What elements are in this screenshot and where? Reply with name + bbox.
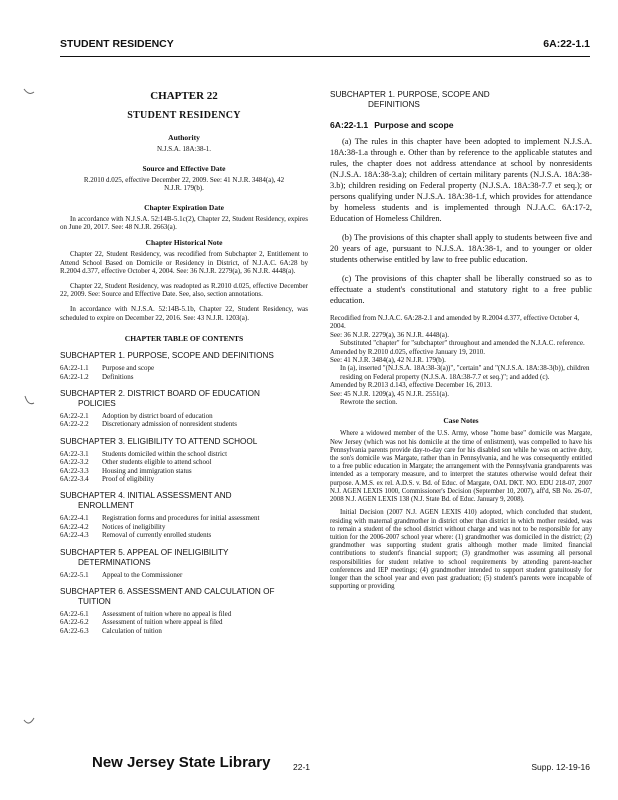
historical-note-paragraph: Chapter 22, Student Residency, was recodified from Subchapter 2, Entitlement to Attend School Based on Domicile or Residency in District, of N.J.A.C. 6A:28 by R.2004 d.377, effective October 4, 2004. See: 36 N.J.R. 2279(a), 36 N.J.R. 4448(a). [60, 249, 308, 276]
toc-subchapter-heading [60, 491, 308, 511]
toc-entry-title: Notices of ineligibility [102, 522, 166, 531]
source-label: Source and Effective Date [142, 163, 226, 173]
toc-subchapter-title: SUBCHAPTER 5. APPEAL OF INELIGIBILITY [60, 547, 229, 557]
rule-paragraph-b: (b) The provisions of this chapter shall apply to students between five and 20 years of age, pursuant to N.J.S.A. 18A:38-1, and to younger or older students otherwise entitled by law to free public education. [330, 233, 592, 264]
toc-entry-number: 6A:22-4.2 [60, 522, 89, 531]
toc-entry-title: Proof of eligibility [102, 474, 155, 483]
toc-entry-title: Students domiciled within the school district [102, 449, 228, 458]
toc-subchapter-heading [60, 548, 308, 568]
history-entry: Rewrote the section. [340, 398, 398, 407]
history-entry: Amended by R.2013 d.143, effective December 16, 2013. [330, 381, 492, 390]
toc-entry-number: 6A:22-4.3 [60, 531, 89, 540]
subchapter-heading-line1: SUBCHAPTER 1. PURPOSE, SCOPE AND [330, 90, 490, 99]
header-section-number: 6A:22-1.1 [543, 38, 590, 50]
expiration-text: In accordance with N.J.S.A. 52:14B-5.1c(2), Chapter 22, Student Residency, expires on June 20, 2017. See: 48 N.J.R. 2663(a). [60, 214, 308, 232]
header-title: STUDENT RESIDENCY [60, 38, 174, 50]
toc-entry-number: 6A:22-2.2 [60, 420, 89, 429]
toc-entry [60, 364, 308, 372]
section-number: 6A:22-1.1 [330, 120, 369, 130]
toc-entry-number: 6A:22-2.1 [60, 411, 89, 420]
section-heading [330, 120, 592, 130]
toc-subchapter-heading [60, 389, 308, 409]
toc-entry-number: 6A:22-6.1 [60, 610, 89, 618]
history-entry: Recodified from N.J.A.C. 6A:28-2.1 and amended by R.2004 d.377, effective October 4, 2004. [330, 314, 580, 331]
toc-entry-title: Removal of currently enrolled students [102, 531, 212, 540]
supplement-date: Supp. 12-19-16 [531, 762, 590, 772]
toc-entry [60, 412, 308, 420]
running-header [60, 38, 590, 57]
toc-entry-number: 6A:22-1.2 [60, 372, 89, 381]
margin-punch-mark-icon [22, 715, 36, 729]
toc-subchapter-heading [60, 351, 308, 361]
rule-paragraph-a: (a) The rules in this chapter have been adopted to implement N.J.S.A. 18A:38-1.a through e. Other than by reference to the applicable statutes and rules, the chapter does not address attendance at school by nonresidents (N.J.S.A. 18A:38-3.a); children of certain military parents (N.J.S.A. 18A:38-3.b); children residing on Federal property (N.J.S.A. 18A:38-7.7 et seq.); or persons qualifying under N.J.S.A. 18A:38-1.f, which provides for attendance by homeless students and is implemented through N.J.A.C. 6A:17-2, Education of Homeless Children. [330, 137, 592, 223]
toc-entry [60, 514, 308, 522]
toc-entry-number: 6A:22-1.1 [60, 364, 89, 373]
toc-entry [60, 450, 308, 458]
toc-entry-number: 6A:22-6.3 [60, 626, 89, 635]
toc-entry-title: Discretionary admission of nonresident students [102, 420, 237, 429]
toc-title: CHAPTER TABLE OF CONTENTS [124, 334, 244, 344]
toc-entry [60, 458, 308, 466]
toc-entry-number: 6A:22-3.3 [60, 466, 89, 475]
toc-entry [60, 475, 308, 483]
table-of-contents [60, 351, 308, 635]
history-entry: See: 45 N.J.R. 1209(a), 45 N.J.R. 2551(a). [330, 389, 449, 398]
historical-notes [60, 250, 308, 322]
historical-note-paragraph: Chapter 22, Student Residency, was readopted as R.2010 d.025, effective December 22, 2009. See: Source and Effective Date. See, also, section annotations. [60, 281, 308, 299]
history-entry: See: 41 N.J.R. 3484(a), 42 N.J.R. 179(b). [330, 356, 446, 365]
toc-subchapter-title: SUBCHAPTER 4. INITIAL ASSESSMENT AND [60, 491, 232, 501]
history-entry: In (a), inserted "(N.J.S.A. 18A:38-3(a))", "certain" and "(N.J.S.A. 18A:38-3(b)), children residing on Federal property (N.J.S.A. 18A:38-7.7 et seq.)"; and added (c). [340, 364, 590, 381]
toc-entry-title: Assessment of tuition where appeal is filed [102, 618, 223, 627]
toc-entry-title: Housing and immigration status [102, 466, 192, 475]
source-text: R.2010 d.025, effective December 22, 2009. See: 41 N.J.R. 3484(a), 42 N.J.R. 179(b). [83, 175, 285, 193]
page-number: 22-1 [293, 762, 311, 772]
toc-entry-title: Appeal to the Commissioner [102, 570, 183, 579]
subchapter-heading-line2: DEFINITIONS [368, 100, 420, 109]
toc-subchapter-title-cont: POLICIES [78, 398, 116, 408]
toc-entry [60, 523, 308, 531]
library-stamp: New Jersey State Library [92, 754, 271, 771]
case-notes-heading: Case Notes [443, 416, 479, 426]
toc-entry-number: 6A:22-6.2 [60, 618, 89, 627]
left-column [60, 90, 308, 635]
authority-text: N.J.S.A. 18A:38-1. [156, 145, 212, 153]
toc-subchapter-title: SUBCHAPTER 2. DISTRICT BOARD OF EDUCATION [60, 388, 260, 398]
case-note: Where a widowed member of the U.S. Army, whose "home base" domicile was Margate, New Jersey (which was not his domicile at the time of enlistment), was compelled to have his Pennsylvania parents provide day-to-day care for his disabled son while he was on active duty, the son's domicile was Margate, rather than in Pennsylvania, and he was consequently entitled to a free public education in Margate; the arrangement with the Pennsylvania grandparents was intended as a temporary measure, and to interpret the statutes otherwise would defeat their purpose. A.M.S. ex rel. A.D.S. v. Bd. of Educ. of Margate, OAL DKT. NO. EDU 218-07, 2007 N.J. AGEN LEXIS 1000, Commissioner's Decision (September 10, 2007), aff'd, SB No. 26-07, 2008 N.J. AGEN LEXIS 138 (N.J. State Bd. of Educ. January 9, 2008). [330, 430, 592, 504]
chapter-title: STUDENT RESIDENCY [127, 110, 241, 121]
history-entry: Amended by R.2010 d.025, effective January 19, 2010. [330, 347, 486, 356]
right-column [330, 90, 592, 596]
toc-entry [60, 467, 308, 475]
toc-entry [60, 571, 308, 579]
toc-subchapter-title: SUBCHAPTER 1. PURPOSE, SCOPE AND DEFINITIONS [60, 351, 274, 361]
toc-entry [60, 610, 308, 618]
chapter-number: CHAPTER 22 [150, 90, 218, 102]
toc-entry [60, 420, 308, 428]
historical-note-paragraph: In accordance with N.J.S.A. 52:14B-5.1b, Chapter 22, Student Residency, was scheduled to expire on December 22, 2016. See: 43 N.J.R. 1203(a). [60, 304, 308, 322]
toc-subchapter-title: SUBCHAPTER 3. ELIGIBILITY TO ATTEND SCHOOL [60, 436, 258, 446]
subchapter-heading [330, 90, 592, 110]
toc-entry-number: 6A:22-4.1 [60, 514, 89, 523]
case-note: Initial Decision (2007 N.J. AGEN LEXIS 410) adopted, which concluded that student, residing with maternal grandmother in district other than district in which mother resided, was to remain a student of the school district without charge and was not to be responsible for any tuition for the 2006-2007 school year where: (1) grandmother was domiciled in the district; (2) grandmother was supporting student gratis although mother made limited financial contributions to student's financial support; (3) grandmother was assuming all personal responsibilities for student relative to school requirements by attending parent-teacher conferences and IEP meetings; (4) grandmother intended to support student gratuitously for longer than the school year and even past graduation; (5) student's parents were incapable of supporting or providing [330, 509, 592, 591]
toc-entry-title: Definitions [102, 372, 134, 381]
section-title: Purpose and scope [374, 120, 454, 130]
margin-punch-mark-icon [22, 86, 36, 100]
rule-paragraph-c: (c) The provisions of this chapter shall be liberally construed so as to effectuate a student's constitutional and statutory right to a free public education. [330, 274, 592, 305]
toc-entry-title: Assessment of tuition where no appeal is filed [102, 610, 232, 618]
toc-entry [60, 618, 308, 626]
toc-entry [60, 627, 308, 635]
toc-entry [60, 531, 308, 539]
toc-entry-number: 6A:22-3.1 [60, 449, 89, 458]
toc-entry-title: Other students eligible to attend school [102, 458, 212, 467]
history-entry: Substituted "chapter" for "subchapter" throughout and amended the N.J.A.C. reference. [340, 339, 585, 348]
toc-subchapter-heading [60, 437, 308, 447]
toc-subchapter-title-cont: DETERMINATIONS [78, 557, 151, 567]
toc-entry-title: Adoption by district board of education [102, 411, 213, 420]
toc-subchapter-heading [60, 587, 308, 607]
toc-entry-title: Calculation of tuition [102, 626, 162, 635]
toc-entry-title: Purpose and scope [102, 364, 155, 373]
history-entry: See: 36 N.J.R. 2279(a), 36 N.J.R. 4448(a). [330, 330, 449, 339]
toc-entry-title: Registration forms and procedures for initial assessment [102, 514, 260, 523]
margin-punch-mark-icon [22, 394, 36, 408]
historical-note-label: Chapter Historical Note [145, 237, 223, 247]
authority-label: Authority [168, 133, 200, 142]
toc-entry [60, 373, 308, 381]
toc-subchapter-title: SUBCHAPTER 6. ASSESSMENT AND CALCULATION OF [60, 587, 275, 596]
toc-entry-number: 6A:22-3.2 [60, 458, 89, 467]
section-history [330, 314, 592, 406]
toc-subchapter-title-cont: ENROLLMENT [78, 501, 134, 511]
toc-subchapter-title-cont: TUITION [78, 597, 111, 606]
toc-entry-number: 6A:22-5.1 [60, 570, 89, 579]
expiration-label: Chapter Expiration Date [144, 202, 224, 212]
toc-entry-number: 6A:22-3.4 [60, 474, 89, 483]
